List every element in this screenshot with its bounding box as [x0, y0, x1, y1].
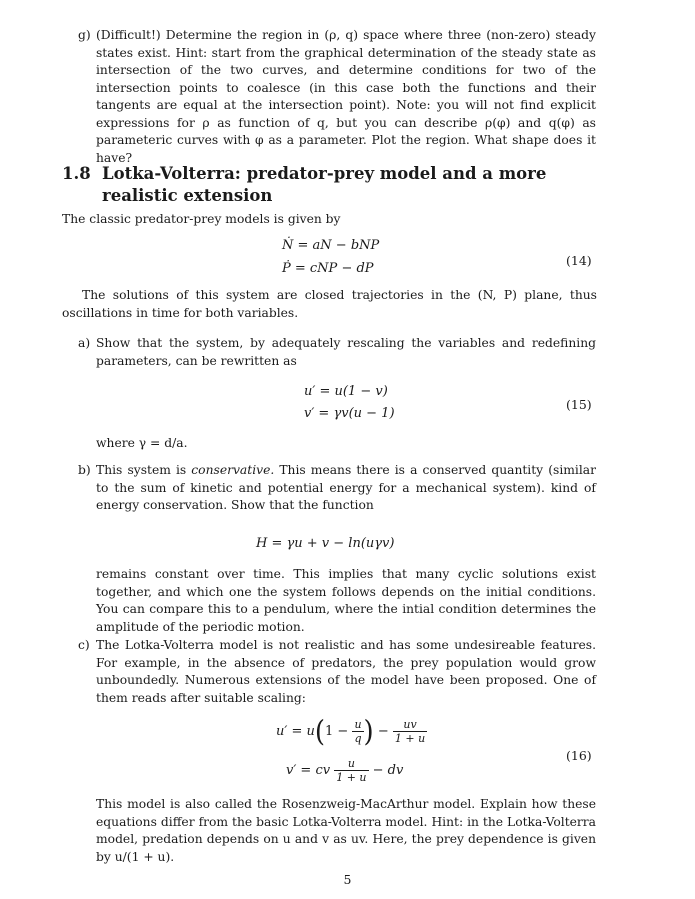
page-number: 5 [343, 872, 352, 887]
item-text: This system is conservative. This means there is a conserved quantity (similar to the sum of kinetic and potential energy for a mechanical system). kind of energy conservation. Show that the function [96, 463, 596, 512]
item-label: c) [78, 638, 90, 652]
item-text: The Lotka-Volterra model is not realistic and has some undesireable features. For example, in the absence of predators, the prey population would grow unboundedly. Numerous extensions of the model have been proposed. One of them reads after suitable scaling: [96, 638, 596, 705]
intro-paragraph: The classic predator-prey models is given by [62, 212, 341, 226]
item-text: (Difficult!) Determine the region in (ρ, q) space where three (non-zero) steady states exist. Hint: start from the graphical determination of the steady state as intersection of the two curves, and determine conditions for two of the intersection points to coalesce (in this case both the functions and their tangents are equal at the intersection point). Note: you will not find explicit expressions for ρ as function of q, but you can describe ρ(φ) and q(φ) as parameteric curves with φ as a parameter. Plot the region. What shape does it have? [96, 28, 596, 165]
exercise-item-c [78, 637, 596, 709]
item-label: b) [78, 463, 91, 477]
equation-14-line2: Ṗ = cNP − dP [282, 261, 374, 276]
exercise-item-b [78, 462, 596, 518]
equation-hamiltonian: H = γu + v − ln(uγv) [256, 536, 395, 551]
exercise-item-a [78, 335, 596, 375]
item-c-after: This model is also called the Rosenzweig-MacArthur model. Explain how these equations differ from the basic Lotka-Volterra model. Hint: in the Lotka-Volterra model, predation depends on u and v as uv. Here, the prey dependence is given by u/(1 + u). [96, 797, 596, 864]
item-a-after: where γ = d/a. [96, 436, 188, 450]
equation-number-15: (15) [566, 397, 592, 412]
equation-number-14: (14) [566, 253, 592, 268]
item-label: a) [78, 336, 91, 350]
equation-15-line2: v′ = γv(u − 1) [304, 406, 395, 421]
item-b-after: remains constant over time. This implies that many cyclic solutions exist together, and which one the system follows depends on the initial conditions. You can compare this to a pendulum, where the intial condition determines the amplitude of the periodic motion. [96, 567, 596, 634]
equation-number-16: (16) [566, 748, 592, 763]
equation-14-line1: Ṅ = aN − bNP [282, 238, 380, 253]
section-title: Lotka-Volterra: predator-prey model and a more realistic extension [102, 164, 547, 205]
item-label: g) [78, 28, 91, 42]
equation-15-line1: u′ = u(1 − v) [304, 384, 388, 399]
section-number: 1.8 [62, 164, 91, 183]
item-text: Show that the system, by adequately rescaling the variables and redefining parameters, can be rewritten as [96, 336, 596, 368]
equation-16-line1: u′ = u(1 − $\frac{u}{q}$ ) − $\frac{uv}{1 + u}$ [276, 715, 426, 748]
solutions-paragraph: The solutions of this system are closed trajectories in the (N, P) plane, thus oscillations in time for both variables. [62, 288, 597, 320]
equation-16-line2: v′ = cv $\frac{u}{1 + u}$ − dv [286, 757, 404, 784]
